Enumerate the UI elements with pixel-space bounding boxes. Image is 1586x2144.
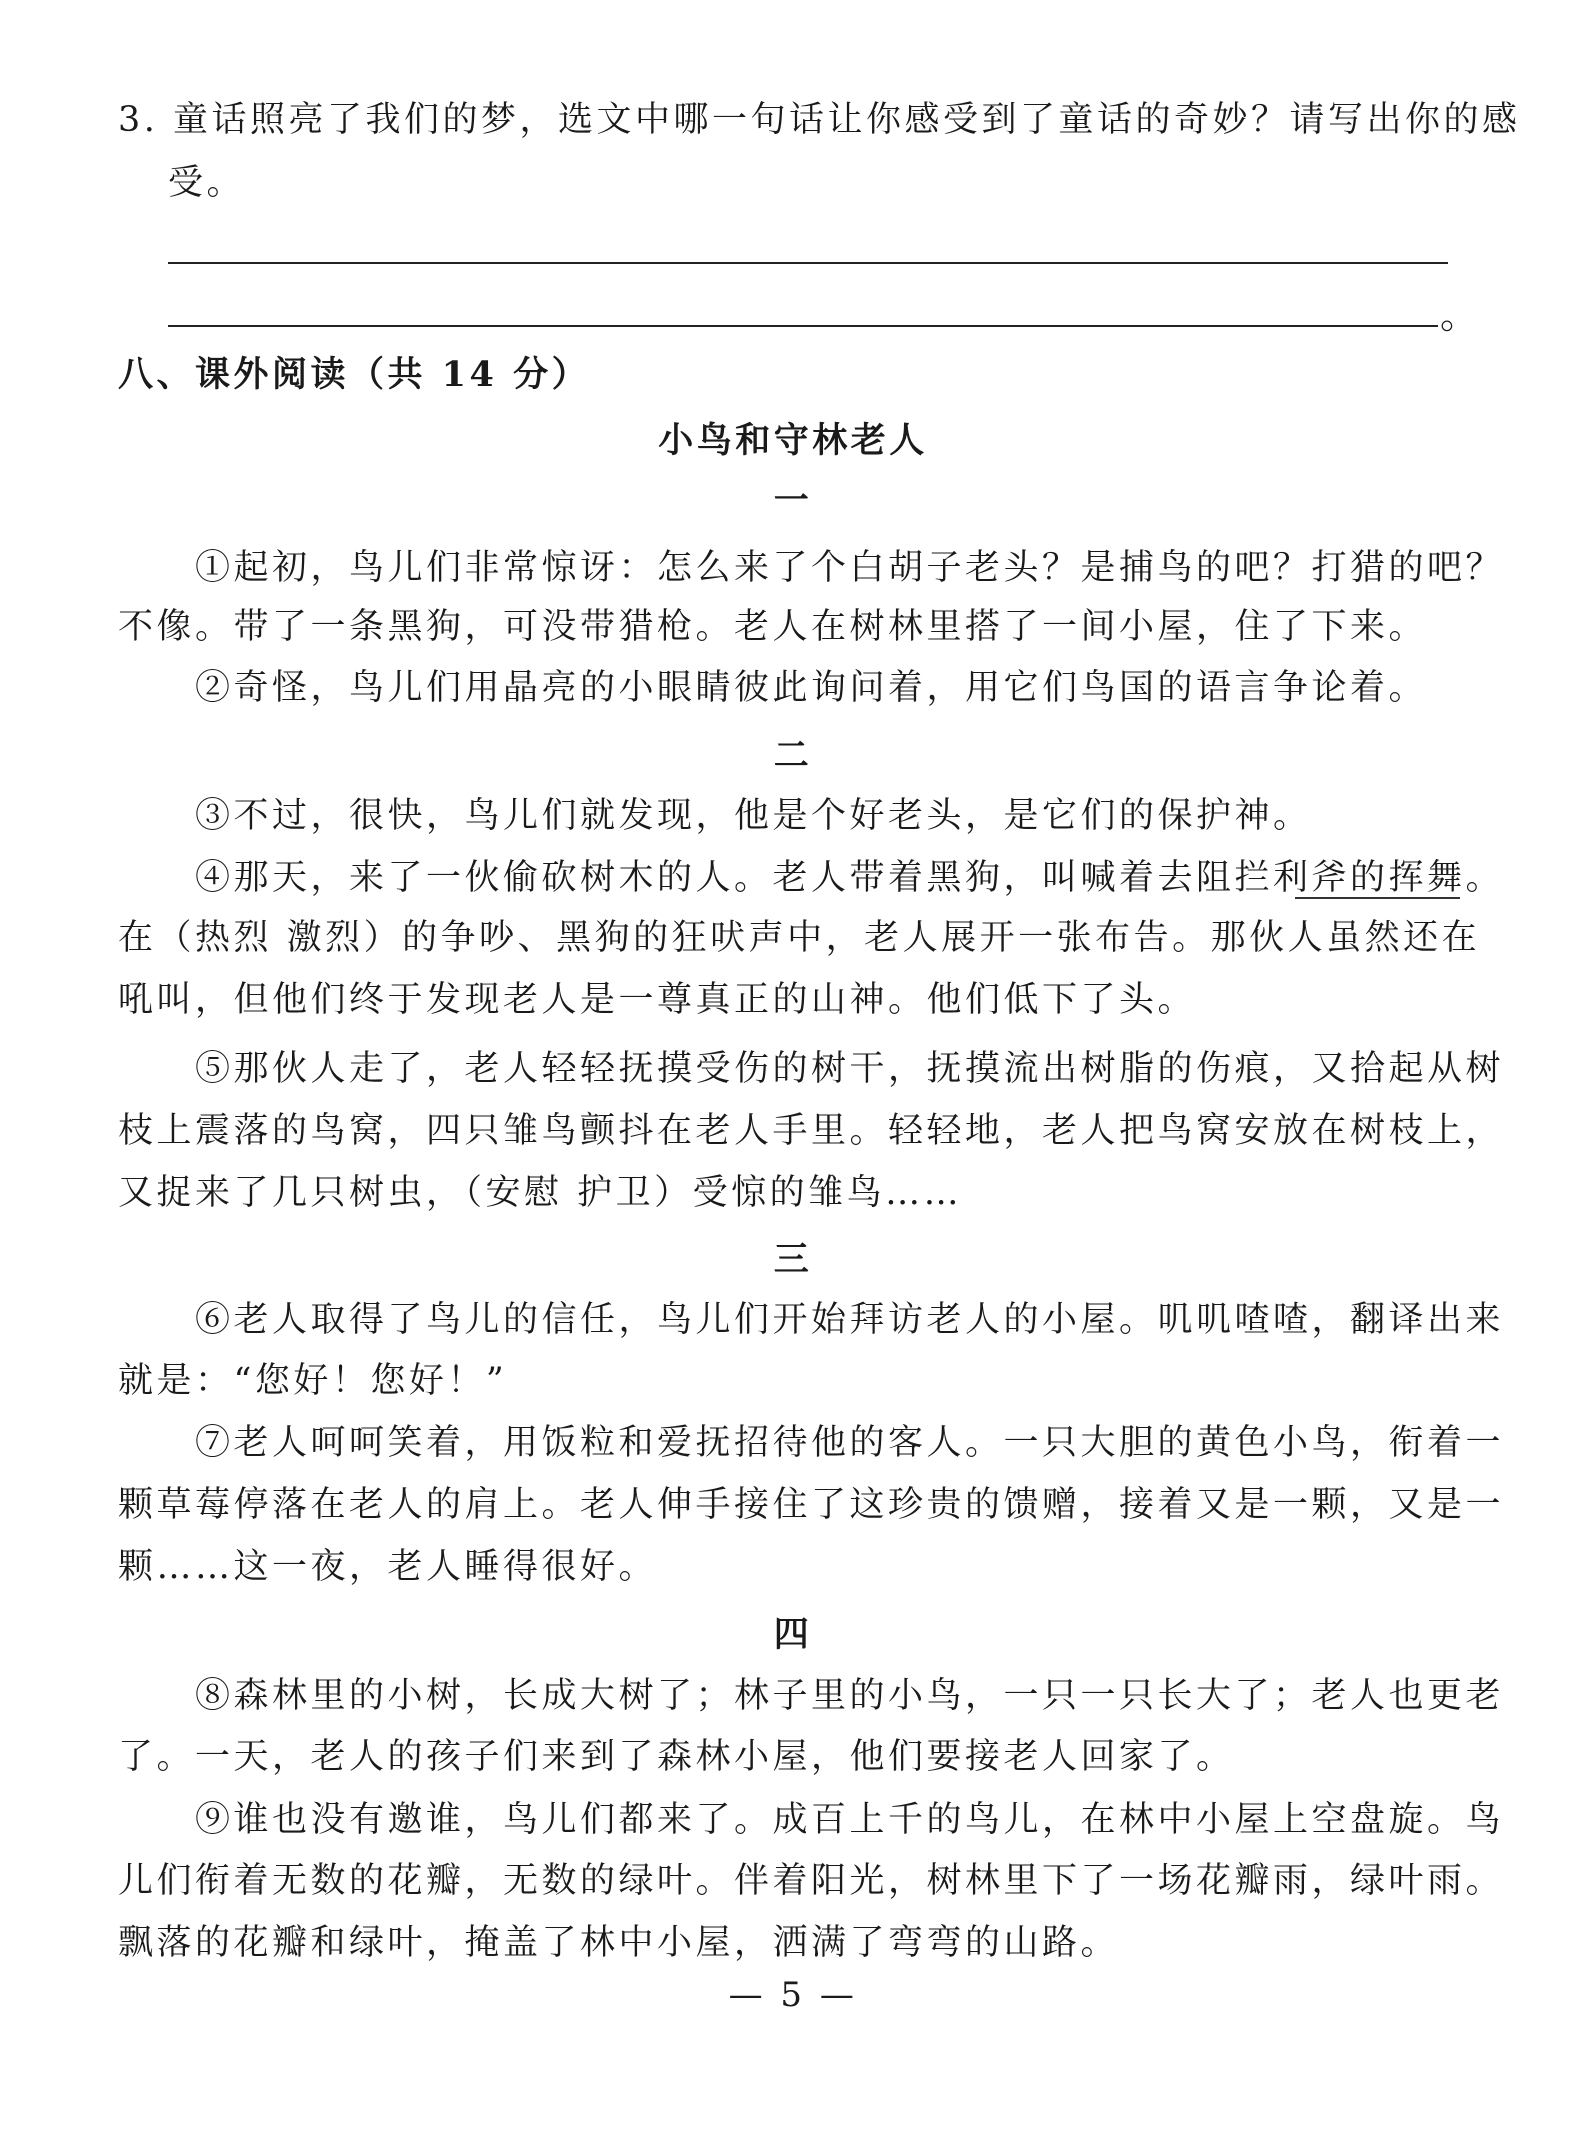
answer-line-2[interactable] [168,325,1438,327]
paragraph-3-line1: ③不过，很快，鸟儿们就发现，他是个好老头，是它们的保护神。 [195,796,1312,836]
handwritten-underline [1295,897,1460,899]
answer-line-1[interactable] [168,262,1448,264]
paragraph-7-line2: 颗草莓停落在老人的肩上。老人伸手接住了这珍贵的馈赠，接着又是一颗，又是一 [118,1485,1505,1525]
story-title: 小鸟和守林老人 [658,420,928,461]
paragraph-9-line3: 飘落的花瓣和绿叶，掩盖了林中小屋，洒满了弯弯的山路。 [118,1923,1120,1963]
part-heading-4: 四 [773,1614,813,1655]
paragraph-5-line3: 又捉来了几只树虫，（安慰 护卫）受惊的雏鸟…… [118,1173,963,1213]
paragraph-7-line3: 颗……这一夜，老人睡得很好。 [118,1547,658,1587]
paragraph-2-line1: ②奇怪，鸟儿们用晶亮的小眼睛彼此询问着，用它们鸟国的语言争论着。 [195,668,1428,708]
part-heading-3: 三 [773,1239,813,1280]
paragraph-6-line2: 就是：“您好！您好！” [118,1361,508,1401]
question-3-line2: 受。 [168,163,246,203]
paragraph-4-line1: ④那天，来了一伙偷砍树木的人。老人带着黑狗，叫喊着去阻拦利斧的挥舞。 [195,858,1505,898]
paragraph-9-line1: ⑨谁也没有邀谁，鸟儿们都来了。成百上千的鸟儿，在林中小屋上空盘旋。鸟 [195,1800,1505,1840]
paragraph-5-line1: ⑤那伙人走了，老人轻轻抚摸受伤的树干，抚摸流出树脂的伤痕，又拾起从树 [195,1049,1505,1089]
paragraph-8-line2: 了。一天，老人的孩子们来到了森林小屋，他们要接老人回家了。 [118,1737,1235,1777]
answer-end-mark: 。 [1440,293,1479,337]
part-heading-1: 一 [773,480,813,521]
paragraph-8-line1: ⑧森林里的小树，长成大树了；林子里的小鸟，一只一只长大了；老人也更老 [195,1676,1505,1716]
paragraph-4-line3: 吼叫，但他们终于发现老人是一尊真正的山神。他们低下了头。 [118,980,1197,1020]
paragraph-5-line2: 枝上震落的鸟窝，四只雏鸟颤抖在老人手里。轻轻地，老人把鸟窝安放在树枝上， [118,1111,1505,1151]
paragraph-1-line2: 不像。带了一条黑狗，可没带猎枪。老人在树林里搭了一间小屋，住了下来。 [118,607,1428,647]
section-heading: 八、课外阅读（共 14 分） [118,354,591,395]
page-number: — 5 — [728,1975,858,2015]
part-heading-2: 二 [773,735,813,776]
paragraph-4-line2: 在（热烈 激烈）的争吵、黑狗的狂吠声中，老人展开一张布告。那伙人虽然还在 [118,918,1481,958]
paragraph-1-line1: ①起初，鸟儿们非常惊讶：怎么来了个白胡子老头？是捕鸟的吧？打猎的吧？ [195,548,1505,588]
paragraph-6-line1: ⑥老人取得了鸟儿的信任，鸟儿们开始拜访老人的小屋。叽叽喳喳，翻译出来 [195,1300,1505,1340]
question-3-line1: 3. 童话照亮了我们的梦，选文中哪一句话让你感受到了童话的奇妙？请写出你的感 [118,100,1521,140]
paragraph-7-line1: ⑦老人呵呵笑着，用饭粒和爱抚招待他的客人。一只大胆的黄色小鸟，衔着一 [195,1423,1505,1463]
paragraph-9-line2: 儿们衔着无数的花瓣，无数的绿叶。伴着阳光，树林里下了一场花瓣雨，绿叶雨。 [118,1861,1505,1901]
